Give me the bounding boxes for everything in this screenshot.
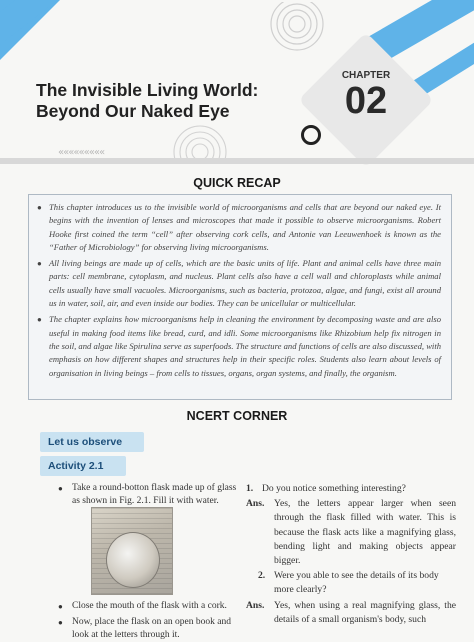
- chapter-label: CHAPTER: [341, 70, 391, 81]
- recap-item-text: The chapter explains how microorganisms help in cleaning the environment by decomposing waste and are also useful in making food items like bread, curd, and idli. Some microorganisms like Rhizobium help fix nitrogen in the soil, and algae like Spirulina serve as superfoods. The structure and functions of cells are also discussed, with emphasis on how different shapes and structures help in their specific roles. Students also learn about levels of organisation in living beings – from cells to tissues, organs, organ systems, and finally, the organism.: [49, 314, 441, 378]
- answer-label: Ans.: [246, 498, 265, 510]
- ncert-corner-heading: NCERT CORNER: [186, 409, 288, 423]
- answer-text: Yes, the letters appear larger when seen through the flask filled with water. This is because the flask acts like a magnifying glass, bending light and making objects appear bigger.: [274, 498, 456, 567]
- chapter-title-line-1: The Invisible Living World:: [36, 80, 259, 100]
- question-text: Do you notice something interesting?: [262, 483, 406, 494]
- activity-steps-continued: [58, 600, 238, 642]
- water-flask-image: [106, 532, 160, 588]
- activity-step: [58, 482, 238, 508]
- recap-item: [37, 257, 441, 310]
- recap-item-text: This chapter introduces us to the invisible world of microorganisms and cells that are beyond our naked eye. It begins with the invention of lenses and microscopes that made it possible to observe microorganisms. Robert Hooke first coined the term “cell” after observing cork cells, and Antonie van Leeuwenhoek is known as the “Father of Microbiology” for observing living microorganisms.: [49, 202, 441, 252]
- let-us-observe-label: Let us observe: [40, 432, 144, 452]
- header-divider: [0, 158, 474, 164]
- bullet-icon: ●: [58, 618, 63, 627]
- activity-step-text: Take a round-botton flask made up of glass as shown in Fig. 2.1. Fill it with water.: [72, 483, 237, 506]
- bullet-icon: ●: [58, 484, 63, 493]
- chapter-title: [36, 80, 306, 122]
- recap-item: [37, 201, 441, 254]
- question: [246, 482, 456, 496]
- bullet-icon: ●: [37, 315, 42, 325]
- question: [246, 569, 456, 597]
- answer: [246, 497, 456, 568]
- chevron-arrows-decoration: «««««««««: [58, 147, 105, 158]
- question-number: 1.: [246, 483, 254, 494]
- bullet-icon: ●: [37, 259, 42, 269]
- activity-steps: [58, 482, 238, 508]
- activity-step-text: Now, place the flask on an open book and look at the letters through it.: [72, 617, 231, 640]
- recap-item-text: All living beings are made up of cells, which are the basic units of life. Plant and animal cells have three main parts: cell membrane, cytoplasm, and nucleus. Plant cells also have a cell wall and chloroplasts while animal cells usually have small vacuoles. Microorganisms, such as bacteria, protozoa, algae, and fungi, exist all around us in water, soil, air, and even inside our bodies. They can be unicellular or multicellular.: [49, 258, 441, 309]
- answer-text: Yes, when using a real magnifying glass, the details of a small organism's body, such: [274, 599, 456, 625]
- answer-label: Ans.: [246, 599, 265, 611]
- bullet-icon: ●: [58, 602, 63, 611]
- question-text: Were you able to see the details of its body more clearly?: [274, 570, 439, 596]
- concentric-circles-decoration-lower: [170, 122, 230, 162]
- flask-photo: [91, 507, 173, 595]
- chapter-title-line-2: Beyond Our Naked Eye: [36, 101, 230, 121]
- quick-recap-heading: QUICK RECAP: [193, 176, 281, 190]
- bullet-icon: ●: [37, 203, 42, 212]
- activity-label: Activity 2.1: [40, 456, 126, 476]
- quick-recap-box: [28, 194, 452, 400]
- activity-step: [58, 616, 238, 642]
- chapter-number: 02: [344, 80, 388, 122]
- answer: [246, 599, 456, 627]
- activity-step-text: Close the mouth of the flask with a cork.: [72, 601, 227, 611]
- recap-item: [37, 313, 441, 379]
- activity-step: [58, 600, 238, 613]
- concentric-circles-decoration: [262, 2, 332, 58]
- ring-decoration: [301, 125, 321, 145]
- question-number: 2.: [258, 570, 266, 582]
- question-answer-column: [246, 482, 456, 628]
